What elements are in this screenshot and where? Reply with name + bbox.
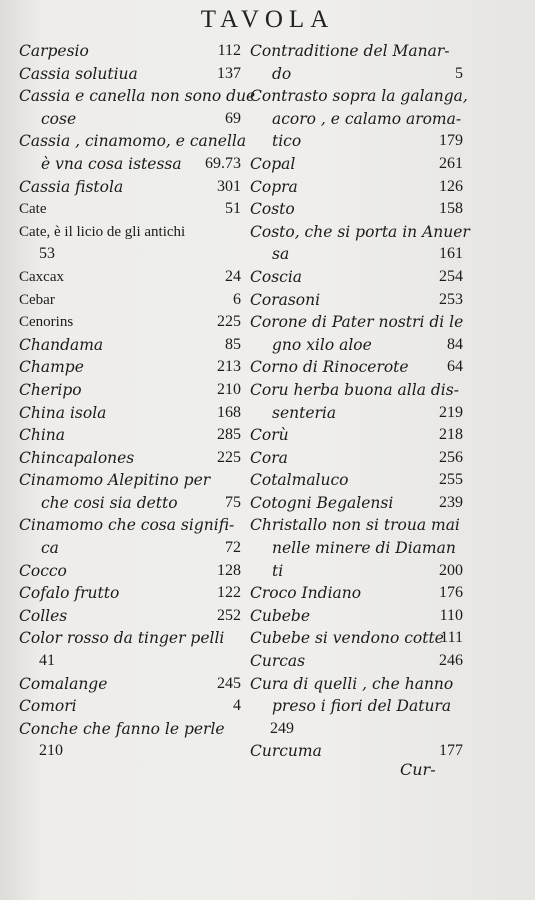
entry-text: Champe bbox=[19, 358, 84, 377]
entry-text: Corno di Rinocerote bbox=[250, 358, 409, 377]
entry-text: Cinamomo che cosa signifi- bbox=[19, 516, 235, 535]
entry-text: Comalange bbox=[19, 674, 108, 693]
entry-text: Color rosso da tinger pelli bbox=[19, 629, 225, 648]
index-entry bbox=[19, 424, 241, 447]
index-entry bbox=[250, 627, 463, 650]
index-entry bbox=[250, 311, 463, 334]
index-entry bbox=[250, 695, 463, 718]
entry-text: acoro , e calamo aroma- bbox=[272, 109, 462, 128]
index-entry bbox=[19, 40, 241, 63]
page-number: 249 bbox=[270, 719, 294, 737]
index-entry bbox=[250, 243, 463, 266]
index-entry bbox=[19, 289, 241, 312]
page-number: 75 bbox=[225, 493, 241, 511]
index-entry bbox=[250, 582, 463, 605]
entry-text: Caxcax bbox=[19, 268, 64, 285]
entry-text: Colles bbox=[19, 606, 68, 625]
entry-text: Corasoni bbox=[250, 290, 321, 309]
page-number: 219 bbox=[439, 403, 463, 421]
index-entry bbox=[19, 695, 241, 718]
page-number: 69 bbox=[225, 109, 241, 127]
entry-text: Cocco bbox=[19, 561, 67, 580]
index-entry bbox=[250, 605, 463, 628]
page-number: 5 bbox=[455, 64, 463, 82]
index-entry bbox=[250, 673, 463, 696]
entry-text: Corone di Pater nostri di le bbox=[250, 313, 464, 332]
entry-text: che cosi sia detto bbox=[41, 493, 178, 512]
index-entry bbox=[19, 582, 241, 605]
index-entry bbox=[250, 718, 463, 741]
page-number: 225 bbox=[217, 313, 241, 331]
page-number: 246 bbox=[439, 652, 463, 670]
index-entry bbox=[19, 356, 241, 379]
page-number: 84 bbox=[447, 335, 463, 353]
entry-text: Coscia bbox=[250, 267, 303, 286]
entry-text: gno xilo aloe bbox=[272, 335, 372, 354]
entry-text: Cofalo frutto bbox=[19, 584, 120, 603]
index-entry bbox=[250, 650, 463, 673]
page-number: 261 bbox=[439, 154, 463, 172]
index-entry bbox=[250, 334, 463, 357]
page-number: 111 bbox=[440, 629, 463, 647]
index-entry bbox=[250, 40, 463, 63]
page-number: 112 bbox=[217, 42, 241, 59]
catchword: Cur- bbox=[400, 760, 436, 779]
index-entry bbox=[19, 537, 241, 560]
entry-text: Cotalmaluco bbox=[250, 471, 349, 490]
index-entry bbox=[19, 740, 241, 763]
index-entry bbox=[19, 650, 241, 673]
entry-text: Croco Indiano bbox=[250, 584, 362, 603]
entry-text: senteria bbox=[272, 403, 337, 422]
page-number: 200 bbox=[439, 561, 463, 579]
index-entry bbox=[250, 108, 463, 131]
index-entry bbox=[19, 63, 241, 86]
entry-text: Cura di quelli , che hanno bbox=[250, 674, 454, 693]
index-entry bbox=[250, 221, 470, 244]
page-number: 177 bbox=[439, 742, 463, 760]
entry-text: Contrasto sopra la galanga, bbox=[250, 87, 468, 106]
index-entry bbox=[250, 289, 463, 312]
index-entry bbox=[19, 108, 241, 131]
index-entry bbox=[250, 176, 463, 199]
entry-text: Corù bbox=[250, 426, 289, 445]
page-number: 6 bbox=[233, 290, 241, 308]
entry-text: Cinamomo Alepitino per bbox=[19, 471, 211, 490]
index-entry bbox=[250, 537, 463, 560]
index-entry bbox=[250, 356, 463, 379]
entry-text: ti bbox=[272, 561, 284, 580]
page-number: 128 bbox=[217, 561, 241, 579]
index-entry bbox=[250, 85, 468, 108]
page-number: 213 bbox=[217, 358, 241, 376]
page-number: 256 bbox=[439, 448, 463, 466]
index-entry bbox=[250, 447, 463, 470]
page-number: 254 bbox=[439, 267, 463, 285]
index-entry bbox=[250, 153, 463, 176]
page-number: 218 bbox=[439, 426, 463, 444]
entry-text: Copra bbox=[250, 177, 298, 196]
entry-text: sa bbox=[272, 245, 290, 264]
entry-text: Cassia fistola bbox=[19, 177, 124, 196]
index-entry bbox=[19, 605, 241, 628]
page-number: 210 bbox=[217, 380, 241, 398]
index-entry bbox=[19, 130, 247, 153]
entry-text: Cassia , cinamomo, e canella bbox=[19, 132, 247, 151]
page-number: 176 bbox=[439, 584, 463, 602]
index-entry bbox=[19, 673, 241, 696]
entry-text: Cubebe bbox=[250, 606, 311, 625]
page-number: 168 bbox=[217, 403, 241, 421]
index-entry bbox=[19, 469, 241, 492]
page-number: 252 bbox=[217, 606, 241, 624]
page-number: 24 bbox=[225, 267, 241, 285]
page-number: 41 bbox=[39, 652, 55, 670]
page-number: 285 bbox=[217, 426, 241, 444]
entry-text: China isola bbox=[19, 403, 107, 422]
index-entry bbox=[250, 560, 463, 583]
entry-text: Cora bbox=[250, 448, 288, 467]
entry-text: è vna cosa istessa bbox=[41, 154, 182, 173]
page-number: 210 bbox=[39, 742, 63, 760]
index-entry bbox=[19, 243, 241, 266]
entry-text: ca bbox=[41, 539, 59, 558]
index-entry bbox=[19, 379, 241, 402]
index-entry bbox=[250, 63, 463, 86]
index-entry bbox=[19, 176, 241, 199]
page-number: 110 bbox=[439, 606, 463, 624]
index-entry bbox=[19, 153, 241, 176]
entry-text: Costo, che si porta in Anuer bbox=[250, 222, 470, 241]
index-entry bbox=[250, 424, 463, 447]
index-entry bbox=[19, 266, 241, 289]
page-number: 245 bbox=[217, 674, 241, 692]
index-entry bbox=[19, 334, 241, 357]
entry-text: Curcas bbox=[250, 652, 306, 671]
entry-text: China bbox=[19, 426, 66, 445]
entry-text: Christallo non si troua mai bbox=[250, 516, 460, 535]
page-number: 85 bbox=[225, 335, 241, 353]
entry-text: Cate, è il licio de gli antichi bbox=[19, 223, 186, 240]
entry-text: Chandama bbox=[19, 335, 104, 354]
entry-text: Cassia e canella non sono due bbox=[19, 87, 256, 106]
index-column-right bbox=[250, 40, 470, 763]
entry-text: Cebar bbox=[19, 291, 55, 308]
page-number: 137 bbox=[217, 64, 241, 82]
index-entry bbox=[250, 379, 463, 402]
page-number: 69.73 bbox=[205, 154, 241, 172]
page-number: 158 bbox=[439, 200, 463, 218]
page-number: 253 bbox=[439, 290, 463, 308]
entry-text: Costo bbox=[250, 200, 295, 219]
entry-text: Cubebe si vendono cotte bbox=[250, 629, 444, 648]
index-entry bbox=[250, 130, 463, 153]
index-entry bbox=[19, 311, 241, 334]
entry-text: preso i fiori del Datura bbox=[272, 697, 452, 716]
page-number: 64 bbox=[447, 358, 463, 376]
page-number: 53 bbox=[39, 245, 55, 263]
page-number: 4 bbox=[233, 697, 241, 715]
entry-text: tico bbox=[272, 132, 302, 151]
page-number: 72 bbox=[225, 539, 241, 557]
entry-text: Conche che fanno le perle bbox=[19, 719, 225, 738]
index-entry bbox=[19, 402, 241, 425]
index-entry bbox=[19, 718, 241, 741]
entry-text: Cheripo bbox=[19, 380, 82, 399]
entry-text: Coru herba buona alla dis- bbox=[250, 380, 459, 399]
page-number: 239 bbox=[439, 493, 463, 511]
page-number: 255 bbox=[439, 471, 463, 489]
entry-text: Comori bbox=[19, 697, 77, 716]
entry-text: cose bbox=[41, 109, 77, 128]
index-entry bbox=[19, 198, 241, 221]
page-title: TAVOLA bbox=[200, 6, 335, 33]
index-entry bbox=[19, 514, 241, 537]
index-entry bbox=[19, 221, 241, 244]
index-entry bbox=[19, 492, 241, 515]
index-entry bbox=[19, 560, 241, 583]
index-entry bbox=[19, 627, 241, 650]
entry-text: Chincapalones bbox=[19, 448, 135, 467]
entry-text: nelle minere di Diaman bbox=[272, 539, 456, 558]
entry-text: Carpesio bbox=[19, 42, 89, 60]
entry-text: Copal bbox=[250, 154, 296, 173]
index-column-left bbox=[19, 40, 256, 763]
index-entry bbox=[19, 85, 256, 108]
entry-text: Contraditione del Manar- bbox=[250, 42, 450, 60]
index-entry bbox=[250, 469, 463, 492]
page-number: 51 bbox=[225, 200, 241, 218]
page-number: 301 bbox=[217, 177, 241, 195]
page-number: 225 bbox=[217, 448, 241, 466]
index-entry bbox=[250, 514, 463, 537]
page-number: 161 bbox=[439, 245, 463, 263]
index-entry bbox=[250, 402, 463, 425]
index-entry bbox=[250, 266, 463, 289]
entry-text: Cate bbox=[19, 201, 47, 218]
entry-text: Cenorins bbox=[19, 314, 74, 331]
entry-text: Cassia solutiua bbox=[19, 64, 138, 83]
entry-text: Cotogni Begalensi bbox=[250, 493, 394, 512]
page-number: 126 bbox=[439, 177, 463, 195]
page-number: 179 bbox=[439, 132, 463, 150]
entry-text: do bbox=[272, 64, 292, 83]
index-entry bbox=[250, 492, 463, 515]
page-number: 122 bbox=[217, 584, 241, 602]
entry-text: Curcuma bbox=[250, 742, 322, 761]
index-entry bbox=[250, 198, 463, 221]
index-entry bbox=[19, 447, 241, 470]
